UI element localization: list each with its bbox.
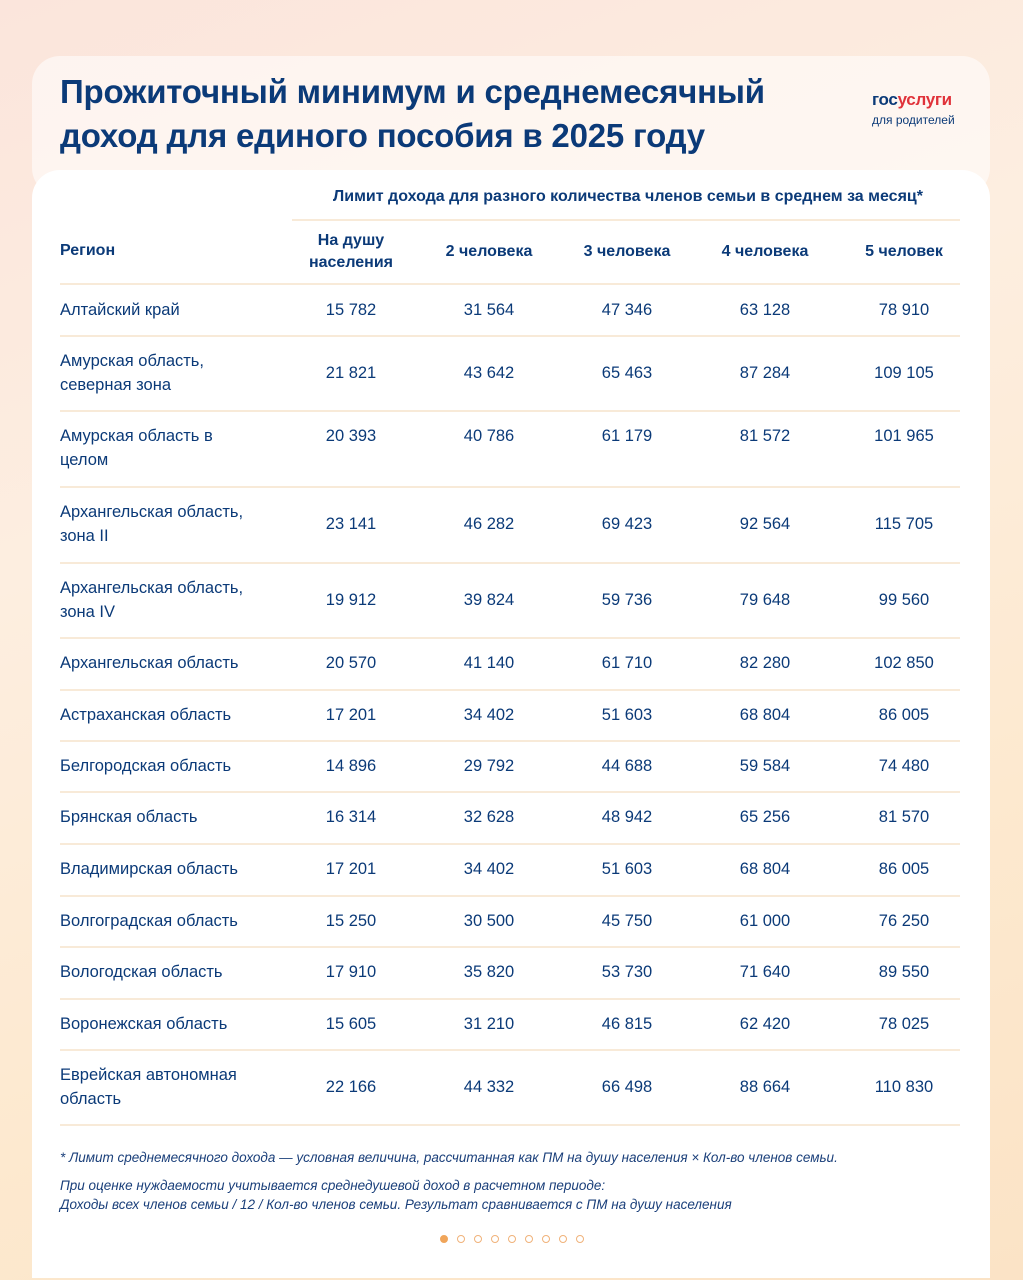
footnote-need-assessment-line2: Доходы всех членов семьи / 12 / Кол-во членов семьи. Результат сравнивается с ПМ на душу населения	[60, 1197, 732, 1212]
column-header: 2 человека	[445, 243, 533, 260]
income-limit-value: 69 423	[601, 515, 653, 533]
income-limit-value: 30 500	[463, 912, 515, 930]
region-name: Алтайский край	[60, 301, 180, 319]
pagination-dot[interactable]	[491, 1235, 499, 1243]
table-row	[60, 895, 960, 946]
row-divider	[60, 1124, 960, 1126]
income-limit-value: 23 141	[325, 515, 377, 533]
column-header: На душу населения	[308, 232, 394, 271]
income-limit-value: 74 480	[878, 757, 930, 775]
income-limit-value: 22 166	[325, 1078, 377, 1096]
income-limit-value: 20 393	[325, 427, 377, 445]
region-name: Астраханская область	[60, 706, 232, 724]
income-limit-value: 46 282	[463, 515, 515, 533]
income-limit-value: 81 572	[739, 427, 791, 445]
table-row	[60, 637, 960, 689]
table-row	[60, 791, 960, 843]
income-limit-value: 110 830	[874, 1078, 934, 1096]
income-limit-value: 59 736	[601, 591, 653, 609]
income-limit-value: 89 550	[878, 963, 930, 981]
region-name: Архангельская область, зона IV	[60, 579, 244, 621]
income-limit-value: 86 005	[878, 860, 930, 878]
income-limit-value: 45 750	[601, 912, 653, 930]
column-header: 5 человек	[865, 243, 943, 260]
income-limit-value: 78 025	[878, 1015, 930, 1033]
income-limit-group-header: Лимит дохода для разного количества членов семьи в среднем за месяц*	[333, 188, 923, 205]
income-limit-value: 86 005	[878, 706, 930, 724]
income-limit-value: 46 815	[601, 1015, 653, 1033]
logo-wordmark-main: гос	[872, 90, 898, 109]
income-limit-value: 34 402	[463, 860, 515, 878]
table-row	[60, 843, 960, 895]
income-limit-value: 15 250	[325, 912, 377, 930]
region-name: Владимирская область	[60, 860, 239, 878]
income-limit-value: 51 603	[601, 706, 653, 724]
region-name: Брянская область	[60, 808, 198, 826]
income-limit-value: 115 705	[874, 515, 934, 533]
income-limit-value: 65 256	[739, 808, 791, 826]
income-limit-value: 15 605	[325, 1015, 377, 1033]
table-row	[60, 998, 960, 1049]
income-limit-value: 79 648	[739, 591, 791, 609]
income-limit-value: 19 912	[325, 591, 377, 609]
income-limit-value: 99 560	[878, 591, 930, 609]
table-row	[60, 335, 960, 410]
table-row	[60, 562, 960, 637]
income-limit-value: 16 314	[325, 808, 377, 826]
region-name: Волгоградская область	[60, 912, 238, 930]
income-limit-value: 101 965	[874, 427, 934, 445]
income-limit-value: 44 332	[463, 1078, 515, 1096]
income-limit-value: 61 710	[601, 654, 653, 672]
region-name: Еврейская автономная область	[60, 1066, 237, 1108]
income-limit-value: 14 896	[325, 757, 377, 775]
region-column-header: Регион	[60, 242, 116, 259]
pagination-dot[interactable]	[559, 1235, 567, 1243]
income-limit-value: 62 420	[739, 1015, 791, 1033]
income-limit-value: 92 564	[739, 515, 791, 533]
pagination-dot[interactable]	[508, 1235, 516, 1243]
income-limit-value: 29 792	[463, 757, 515, 775]
income-limit-value: 21 821	[325, 364, 377, 382]
table-row	[60, 946, 960, 998]
income-limit-value: 40 786	[463, 427, 515, 445]
income-limit-value: 61 000	[739, 912, 791, 930]
table-row	[60, 689, 960, 740]
income-limit-value: 88 664	[739, 1078, 791, 1096]
income-limit-value: 68 804	[739, 706, 791, 724]
income-limit-value: 82 280	[739, 654, 791, 672]
income-limit-value: 41 140	[463, 654, 515, 672]
income-limit-value: 31 564	[463, 301, 515, 319]
income-limit-value: 32 628	[463, 808, 515, 826]
footnote-need-assessment-line1: При оценке нуждаемости учитывается среднедушевой доход в расчетном периоде:	[60, 1178, 606, 1193]
region-name: Архангельская область	[60, 654, 239, 672]
pagination-dot[interactable]	[542, 1235, 550, 1243]
region-name: Архангельская область, зона II	[60, 503, 244, 545]
pagination-dot[interactable]	[576, 1235, 584, 1243]
income-limit-value: 17 910	[325, 963, 377, 981]
region-name: Белгородская область	[60, 757, 232, 775]
page-title: Прожиточный минимум и среднемесячный доход для единого пособия в 2025 году	[60, 73, 765, 154]
income-limit-value: 17 201	[325, 706, 377, 724]
table-row	[60, 740, 960, 791]
region-name: Амурская область в целом	[60, 427, 213, 469]
income-limit-value: 66 498	[601, 1078, 653, 1096]
pagination-dot-active[interactable]	[440, 1235, 448, 1243]
footnote-need-assessment	[60, 1176, 980, 1214]
table-row	[60, 486, 960, 562]
region-name: Амурская область, северная зона	[60, 352, 204, 394]
gosuslugi-logo	[872, 90, 992, 128]
logo-wordmark	[872, 90, 992, 110]
income-limit-value: 59 584	[739, 757, 791, 775]
income-limit-value: 78 910	[878, 301, 930, 319]
pagination-dot[interactable]	[525, 1235, 533, 1243]
income-limit-value: 34 402	[463, 706, 515, 724]
income-limit-value: 76 250	[878, 912, 930, 930]
income-limit-value: 53 730	[601, 963, 653, 981]
income-limit-value: 102 850	[874, 654, 934, 672]
income-limit-value: 109 105	[874, 364, 934, 382]
income-limit-value: 17 201	[325, 860, 377, 878]
income-limit-value: 68 804	[739, 860, 791, 878]
region-name: Воронежская область	[60, 1015, 228, 1033]
income-limit-value: 65 463	[601, 364, 653, 382]
pagination-dot[interactable]	[474, 1235, 482, 1243]
income-limit-value: 61 179	[601, 427, 653, 445]
table-row	[60, 1049, 960, 1124]
income-limit-value: 87 284	[739, 364, 791, 382]
table-row	[60, 284, 960, 335]
income-limit-value: 20 570	[325, 654, 377, 672]
income-limit-value: 51 603	[601, 860, 653, 878]
income-limit-value: 43 642	[463, 364, 515, 382]
column-header: 4 человека	[721, 243, 809, 260]
region-name: Вологодская область	[60, 963, 223, 981]
income-limit-value: 71 640	[739, 963, 791, 981]
logo-wordmark-accent: услуги	[897, 90, 952, 109]
income-limit-value: 35 820	[463, 963, 515, 981]
income-limit-value: 39 824	[463, 591, 515, 609]
income-limit-value: 44 688	[601, 757, 653, 775]
logo-subtitle: для родителей	[872, 113, 955, 127]
income-limit-value: 63 128	[739, 301, 791, 319]
table-row	[60, 410, 960, 486]
income-limit-value: 48 942	[601, 808, 653, 826]
income-limit-value: 31 210	[463, 1015, 515, 1033]
pagination-dot[interactable]	[457, 1235, 465, 1243]
income-limit-value: 47 346	[601, 301, 653, 319]
group-header-divider	[292, 219, 960, 221]
footnote-income-limit: * Лимит среднемесячного дохода — условная величина, рассчитанная как ПМ на душу населения × Кол-во членов семьи.	[60, 1150, 838, 1165]
income-limit-value: 81 570	[878, 808, 930, 826]
income-limit-value: 15 782	[325, 301, 377, 319]
column-header: 3 человека	[583, 243, 671, 260]
